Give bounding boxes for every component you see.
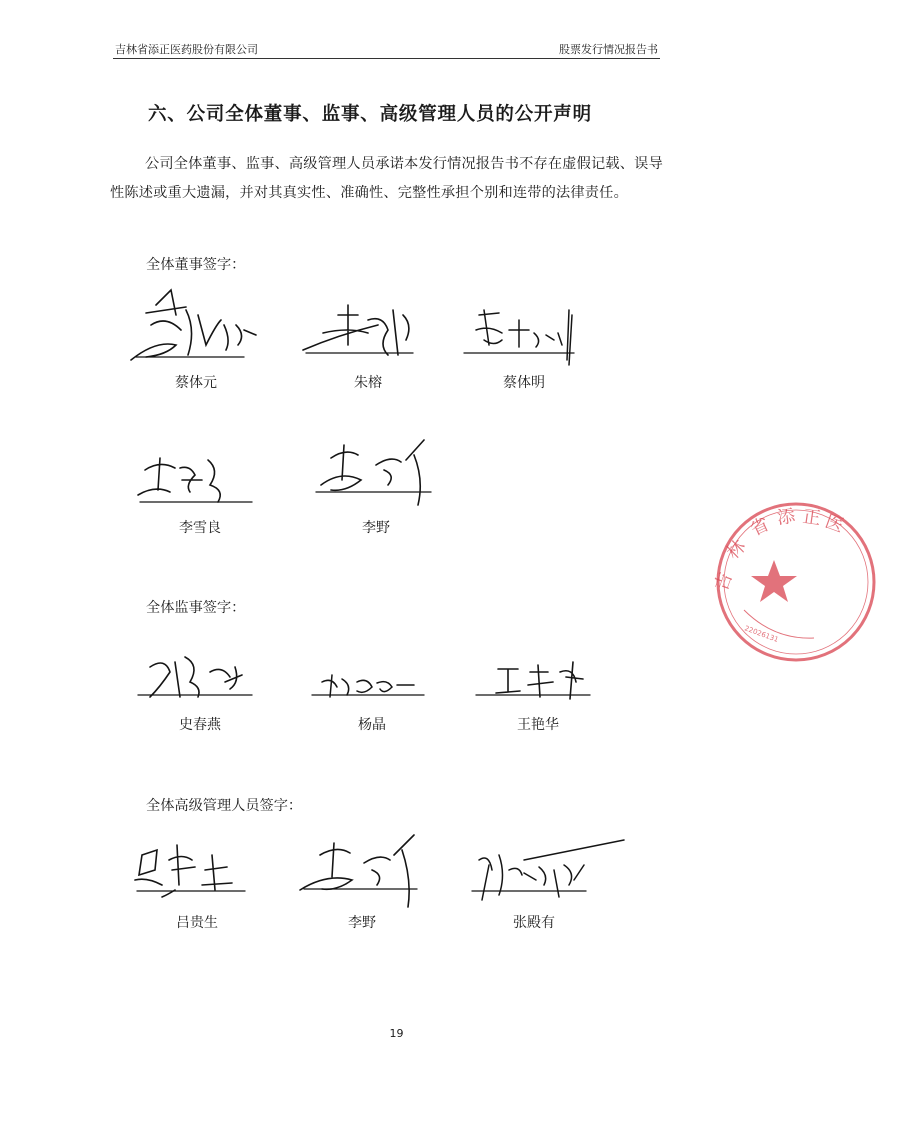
signatory-name: 蔡体明 xyxy=(503,375,545,391)
header-document-title: 股票发行情况报告书 xyxy=(559,43,658,56)
handwritten-signature-icon xyxy=(306,430,446,515)
executives-label: 全体高级管理人员签字： xyxy=(146,798,303,814)
signatory-name: 蔡体元 xyxy=(175,375,217,391)
signatory-name: 史春燕 xyxy=(179,717,221,733)
signature-block-director-4 xyxy=(130,430,270,540)
page-number: 19 xyxy=(389,1027,404,1040)
handwritten-signature-icon xyxy=(126,285,266,370)
svg-text:吉: 吉 xyxy=(710,569,737,594)
handwritten-signature-icon xyxy=(454,285,594,370)
signature-block-director-1 xyxy=(126,285,266,395)
handwritten-signature-icon xyxy=(292,825,432,910)
company-seal xyxy=(710,500,914,670)
signature-block-director-3 xyxy=(454,285,594,395)
signature-block-supervisor-2 xyxy=(302,627,442,737)
signatory-name: 李野 xyxy=(348,915,376,931)
signatory-name: 朱榕 xyxy=(354,375,382,391)
svg-text:医: 医 xyxy=(822,510,847,537)
svg-text:省: 省 xyxy=(747,513,773,541)
handwritten-signature-icon xyxy=(464,825,634,910)
signatory-name: 王艳华 xyxy=(517,717,559,733)
supervisors-label: 全体监事签字： xyxy=(146,600,246,616)
svg-text:添: 添 xyxy=(775,505,797,529)
svg-text:22026131: 22026131 xyxy=(743,624,780,645)
signature-block-director-2 xyxy=(298,285,438,395)
handwritten-signature-icon xyxy=(130,627,270,712)
handwritten-signature-icon xyxy=(468,627,608,712)
signature-block-executive-2 xyxy=(292,825,432,935)
handwritten-signature-icon xyxy=(298,285,438,370)
signatory-name: 李雪良 xyxy=(179,520,221,536)
handwritten-signature-icon xyxy=(130,430,270,515)
signatory-name: 张殿有 xyxy=(513,915,555,931)
signatory-name: 杨晶 xyxy=(358,717,386,733)
statement-paragraph: 公司全体董事、监事、高级管理人员承诺本发行情况报告书不存在虚假记载、误导性陈述或重大遗漏，并对其真实性、准确性、完整性承担个别和连带的法律责任。 xyxy=(110,156,663,201)
red-seal-icon xyxy=(710,500,914,670)
header-company-name: 吉林省添正医药股份有限公司 xyxy=(115,43,258,56)
svg-text:正: 正 xyxy=(801,506,823,530)
handwritten-signature-icon xyxy=(302,627,442,712)
signature-block-executive-1 xyxy=(127,825,267,935)
handwritten-signature-icon xyxy=(127,825,267,910)
signatory-name: 吕贵生 xyxy=(176,915,218,931)
signatory-name: 李野 xyxy=(362,520,390,536)
page-header xyxy=(113,38,660,59)
svg-text:林: 林 xyxy=(722,535,751,564)
section-title: 六、公司全体董事、监事、高级管理人员的公开声明 xyxy=(148,104,592,125)
directors-label: 全体董事签字： xyxy=(146,257,246,273)
signature-block-director-5 xyxy=(306,430,446,540)
signature-block-supervisor-3 xyxy=(468,627,608,737)
signature-block-supervisor-1 xyxy=(130,627,270,737)
signature-block-executive-3 xyxy=(464,825,604,935)
